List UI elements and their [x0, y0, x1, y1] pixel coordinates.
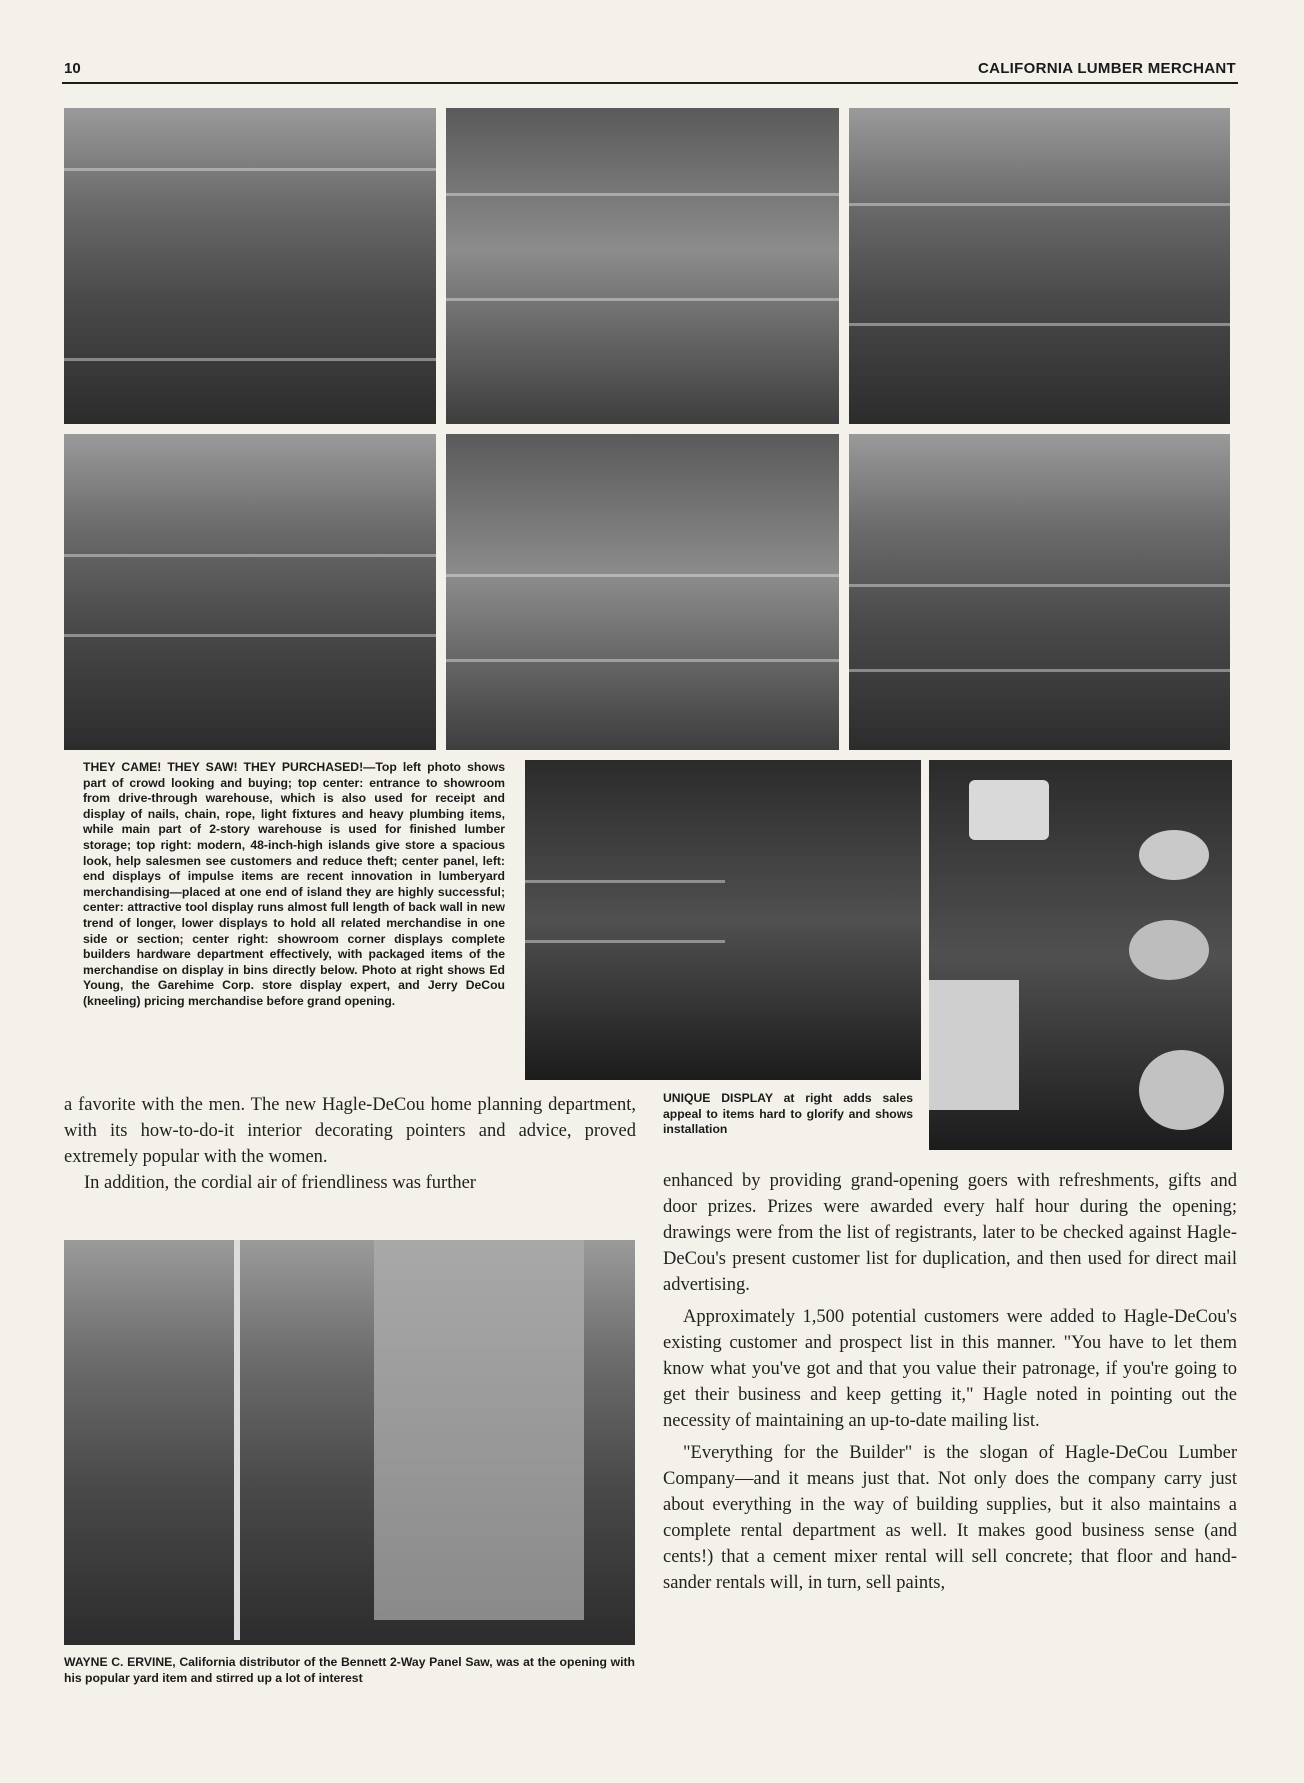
right-paragraph-1: enhanced by providing grand-opening goers with refreshments, gifts and door prizes. Prizes were awarded every half hour during the opening; drawings were from the list of registrants, later to be checked against Hagle-DeCou's present customer list for duplication, and then used for direct mail advertising.: [663, 1171, 1237, 1295]
photo-center-left: [64, 434, 436, 750]
wayne-caption: WAYNE C. ERVINE, California distributor of the Bennett 2-Way Panel Saw, was at the opening with his popular yard item and stirred up a lot of interest: [64, 1655, 635, 1685]
photo-top-center: [446, 108, 839, 424]
right-paragraph-2: Approximately 1,500 potential customers were added to Hagle-DeCou's existing customer and prospect list in this manner. "You have to let them know what you've got and that you value their patronage, if you're going to get their business and keep getting it," Hagle noted in pointing out the necessity of maintaining an up-to-date mailing list.: [663, 1307, 1237, 1431]
unique-display-caption: UNIQUE DISPLAY at right adds sales appeal to items hard to glorify and shows installation: [663, 1091, 913, 1137]
left-column-text: [64, 1092, 636, 1196]
header-rule: [62, 82, 1238, 84]
photo-unique-display: [929, 760, 1232, 1150]
photo-center-center: [446, 434, 839, 750]
right-paragraph-3: "Everything for the Builder" is the slogan of Hagle-DeCou Lumber Company—and it means just that. Not only does the company carry just about everything in the way of building supplies, but it also maintains a complete rental department as well. It makes good business sense (and cents!) that a cement mixer rental will sell concrete; that floor and hand-sander rentals will, in turn, sell paints,: [663, 1443, 1237, 1593]
photo-top-left: [64, 108, 436, 424]
main-caption: [83, 760, 505, 1010]
left-paragraph-2: In addition, the cordial air of friendliness was further: [84, 1173, 476, 1193]
photo-ed-young-jerry-decou: [525, 760, 921, 1080]
main-caption-body: —Top left photo shows part of crowd looking and buying; top center: entrance to showroom from drive-through warehouse, which is also used for receipt and display of nails, chain, rope, light fixtures and heavy plumbing items, while main part of 2-story warehouse is used for finished lumber storage; top right: modern, 48-inch-high islands give store a spacious look, help salesmen see customers and reduce theft; center panel, left: end displays of impulse items are recent innovation in lumberyard merchandising—placed at one end of island they are highly successful; center: attractive tool display runs almost full length of back wall in new trend of longer, lower displays to hold all related merchandise in one side or section; center right: showroom corner displays complete builders hardware department effectively, with packaged items of the merchandise on display in bins directly below. Photo at right shows Ed Young, the Garehime Corp. store display expert, and Jerry DeCou (kneeling) pricing merchandise before grand opening.: [83, 760, 505, 1008]
left-paragraph-1: a favorite with the men. The new Hagle-DeCou home planning department, with its how-to-do-it interior decorating pointers and advice, proved extremely popular with the women.: [64, 1095, 636, 1167]
page-number: 10: [64, 60, 81, 77]
publication-title: CALIFORNIA LUMBER MERCHANT: [977, 60, 1236, 77]
main-caption-lead: THEY CAME! THEY SAW! THEY PURCHASED!: [83, 760, 364, 774]
right-column-text: [663, 1168, 1237, 1596]
photo-top-right: [849, 108, 1230, 424]
photo-wayne-ervine: [64, 1240, 635, 1645]
photo-center-right: [849, 434, 1230, 750]
